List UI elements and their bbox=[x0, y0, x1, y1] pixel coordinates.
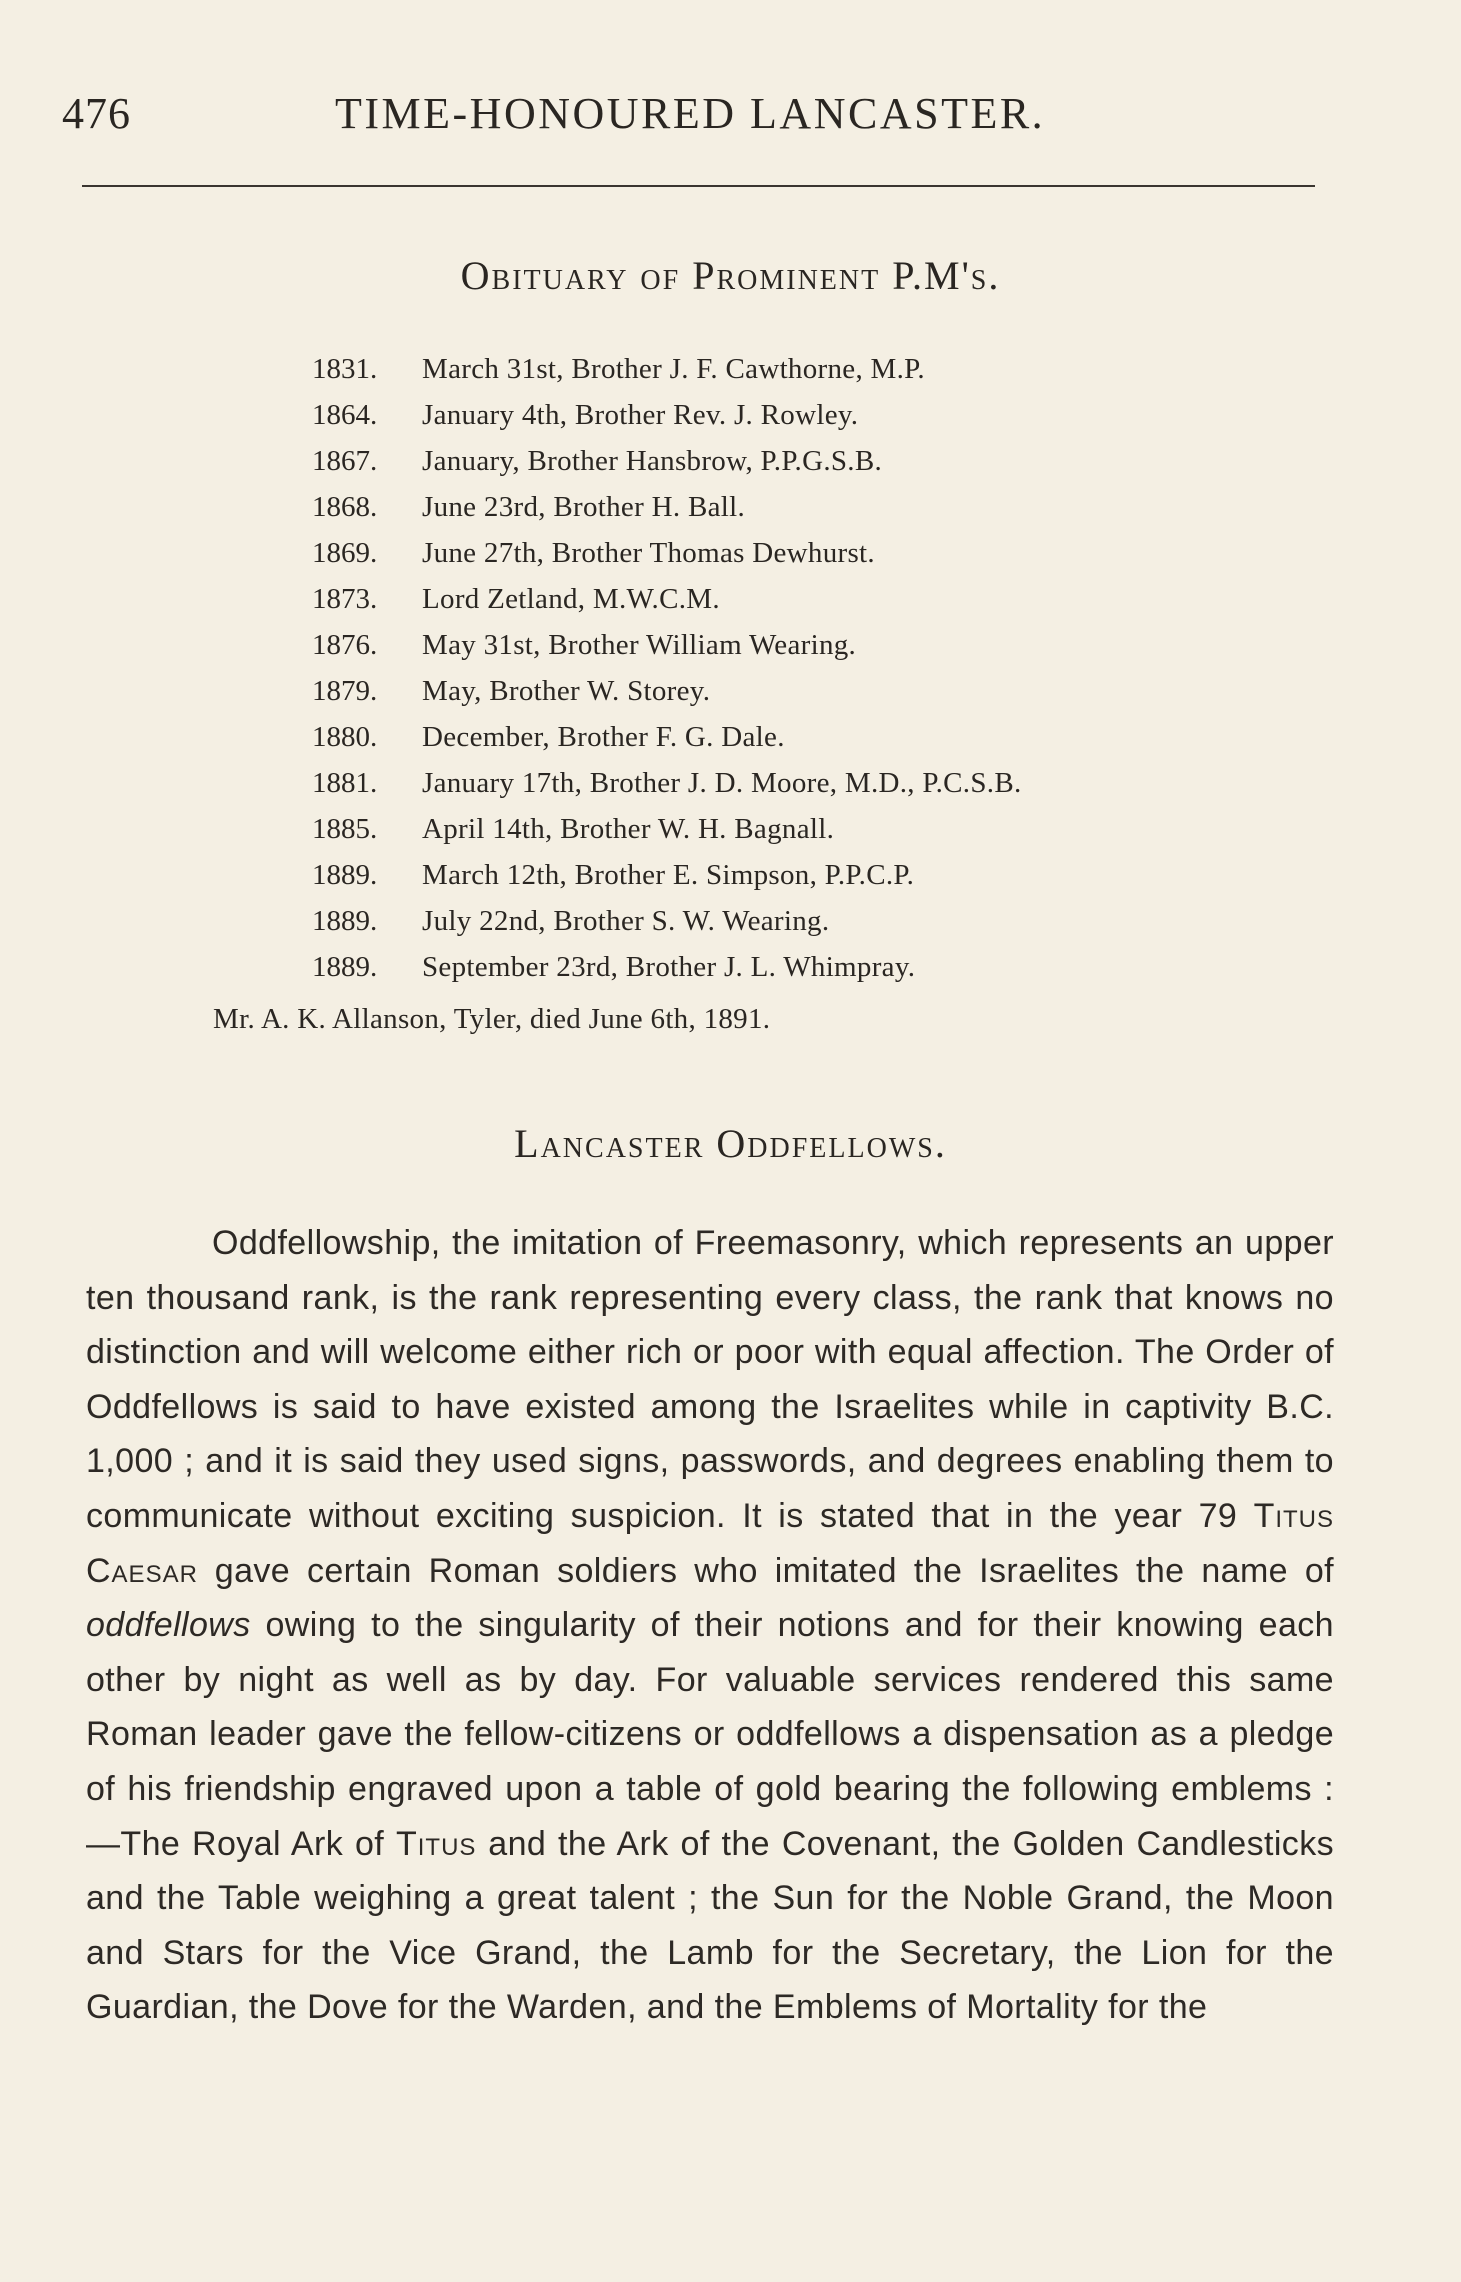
page-header bbox=[62, 82, 1062, 142]
obituary-text: July 22nd, Brother S. W. Wearing. bbox=[422, 905, 830, 937]
obituary-year: 1867. bbox=[312, 445, 378, 477]
obituary-text: January 17th, Brother J. D. Moore, M.D., P.C.S.B. bbox=[422, 767, 1022, 799]
obituary-text: March 31st, Brother J. F. Cawthorne, M.P. bbox=[422, 353, 925, 385]
obituary-year: 1881. bbox=[312, 767, 378, 799]
obituary-entry bbox=[312, 346, 1312, 392]
obituary-text: May 31st, Brother William Wearing. bbox=[422, 629, 857, 661]
obituary-entry bbox=[312, 714, 1312, 760]
obituary-text: June 27th, Brother Thomas Dewhurst. bbox=[422, 537, 875, 569]
titus-caesar-name: Titus Caesar bbox=[86, 1496, 1334, 1590]
obituary-entry bbox=[312, 852, 1312, 898]
page-number: 476 bbox=[62, 89, 131, 138]
oddfellows-heading: Lancaster Oddfellows. bbox=[514, 1121, 947, 1166]
running-title: TIME-HONOURED LANCASTER. bbox=[335, 89, 1046, 138]
obituary-year: 1880. bbox=[312, 721, 378, 753]
obituary-text: Lord Zetland, M.W.C.M. bbox=[422, 583, 720, 615]
obituary-year: 1869. bbox=[312, 537, 378, 569]
obituary-entry bbox=[312, 944, 1312, 990]
titus-name: Titus bbox=[395, 1824, 477, 1863]
obituary-text: March 12th, Brother E. Simpson, P.P.C.P. bbox=[422, 859, 915, 891]
obituary-text: April 14th, Brother W. H. Bagnall. bbox=[422, 813, 835, 845]
paragraph-text: owing to the singularity of their notions and for their knowing each other by night as well as by day. For valuable services rendered this same Roman leader gave the fellow-citizens or oddfellows a dispensation as a pledge of his friendship engraved upon a table of gold bearing the following emblems :—The Royal Ark of bbox=[86, 1606, 1334, 1863]
obituary-entry bbox=[312, 760, 1312, 806]
obituary-entry bbox=[312, 392, 1312, 438]
oddfellows-paragraph bbox=[86, 1216, 1334, 2035]
obituary-text: June 23rd, Brother H. Ball. bbox=[422, 491, 746, 523]
obituary-year: 1873. bbox=[312, 583, 378, 615]
obituary-year: 1885. bbox=[312, 813, 378, 845]
obituary-text: December, Brother F. G. Dale. bbox=[422, 721, 785, 753]
obituary-text: September 23rd, Brother J. L. Whimpray. bbox=[422, 951, 916, 983]
obituary-entry bbox=[312, 668, 1312, 714]
obituary-entry bbox=[312, 484, 1312, 530]
header-rule bbox=[82, 185, 1315, 187]
obituary-entry bbox=[312, 898, 1312, 944]
obituary-year: 1889. bbox=[312, 859, 378, 891]
paragraph-text: gave certain Roman soldiers who imitated the Israelites the name of bbox=[197, 1551, 1334, 1590]
obituary-entry bbox=[312, 530, 1312, 576]
obituary-year: 1831. bbox=[312, 353, 378, 385]
obituary-text: January 4th, Brother Rev. J. Rowley. bbox=[422, 399, 859, 431]
obituary-year: 1868. bbox=[312, 491, 378, 523]
obituary-entry bbox=[312, 438, 1312, 484]
obituary-text: May, Brother W. Storey. bbox=[422, 675, 711, 707]
oddfellows-term: oddfellows bbox=[86, 1606, 251, 1645]
obituary-list bbox=[312, 346, 1312, 990]
obituary-entry bbox=[312, 576, 1312, 622]
obituary-year: 1864. bbox=[312, 399, 378, 431]
obituary-entry bbox=[312, 806, 1312, 852]
obituary-year: 1889. bbox=[312, 951, 378, 983]
obituary-year: 1879. bbox=[312, 675, 378, 707]
paragraph-text: Oddfellowship, the imitation of Freemasonry, which represents an upper ten thousand rank, is the rank representing every class, the rank that knows no distinction and will welcome either rich or poor with equal affection. The Order of Oddfellows is said to have existed among the Israelites while in captivity B.C. 1,000 ; and it is said they used signs, passwords, and degrees enabling them to communicate without exciting suspicion. It is stated that in the year 79 bbox=[86, 1224, 1334, 1535]
paragraph-text: and the Ark of the Covenant, the Golden Candlesticks and the Table weighing a great talent ; the Sun for the Noble Grand, the Moon and Stars for the Vice Grand, the Lamb for the Secretary, the Lion for the Guardian, the Dove for the Warden, and the Emblems of Mortality for the bbox=[86, 1824, 1335, 2027]
obituary-heading: Obituary of Prominent P.M's. bbox=[460, 253, 1001, 298]
obituary-year: 1889. bbox=[312, 905, 378, 937]
obituary-entry bbox=[312, 622, 1312, 668]
obituary-year: 1876. bbox=[312, 629, 378, 661]
tyler-note: Mr. A. K. Allanson, Tyler, died June 6th, 1891. bbox=[213, 1003, 771, 1035]
obituary-text: January, Brother Hansbrow, P.P.G.S.B. bbox=[422, 445, 883, 477]
